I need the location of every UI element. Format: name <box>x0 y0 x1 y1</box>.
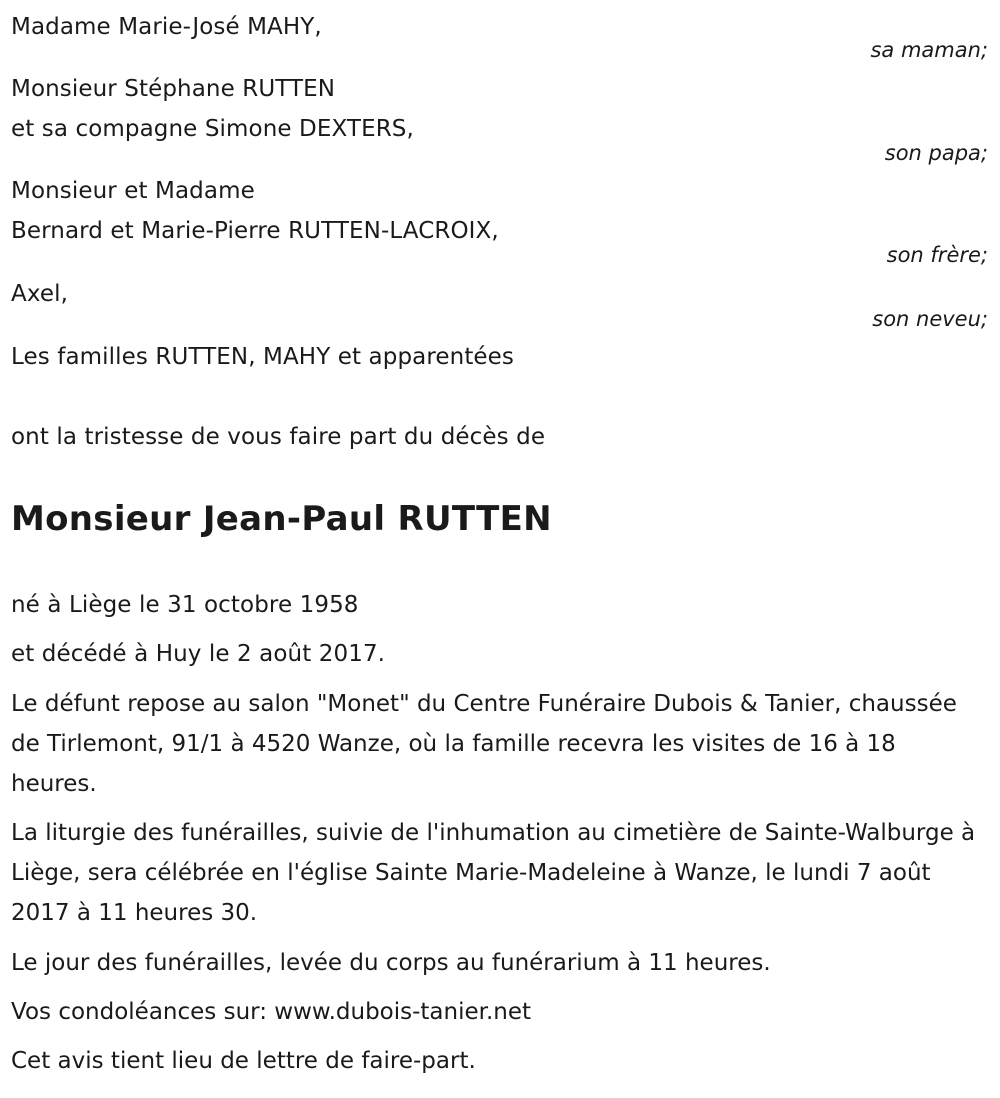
notice-paragraph: Cet avis tient lieu de lettre de faire-part. <box>11 1048 476 1074</box>
birth-line: né à Liège le 31 octobre 1958 <box>11 592 359 618</box>
brother-line-2: Bernard et Marie-Pierre RUTTEN-LACROIX, <box>11 218 499 244</box>
deceased-name: Monsieur Jean-Paul RUTTEN <box>11 499 552 539</box>
families-line: Les familles RUTTEN, MAHY et apparentées <box>11 344 515 370</box>
announcement-line: ont la tristesse de vous faire part du décès de <box>11 424 546 450</box>
condolences-paragraph: Vos condoléances sur: www.dubois-tanier.net <box>11 999 532 1025</box>
mother-relation: sa maman; <box>870 38 988 62</box>
father-line-2: et sa compagne Simone DEXTERS, <box>11 116 414 142</box>
father-line-1: Monsieur Stéphane RUTTEN <box>11 76 336 102</box>
departure-paragraph: Le jour des funérailles, levée du corps au funérarium à 11 heures. <box>11 950 771 976</box>
father-relation: son papa; <box>884 141 988 165</box>
mother-name: Madame Marie-José MAHY, <box>11 14 322 40</box>
nephew-relation: son neveu; <box>872 307 988 331</box>
liturgy-paragraph: La liturgie des funérailles, suivie de l'inhumation au cimetière de Sainte-Walburge à Liège, sera célébrée en l'église Sainte Marie-Madeleine à Wanze, le lundi 7 août 2017 à 11 heures 30. <box>11 820 976 926</box>
death-line: et décédé à Huy le 2 août 2017. <box>11 641 386 667</box>
nephew-name: Axel, <box>11 281 68 307</box>
brother-line-1: Monsieur et Madame <box>11 178 255 204</box>
visitation-paragraph: Le défunt repose au salon "Monet" du Centre Funéraire Dubois & Tanier, chaussée de Tirlemont, 91/1 à 4520 Wanze, où la famille recevra les visites de 16 à 18 heures. <box>11 691 957 797</box>
brother-relation: son frère; <box>886 243 988 267</box>
